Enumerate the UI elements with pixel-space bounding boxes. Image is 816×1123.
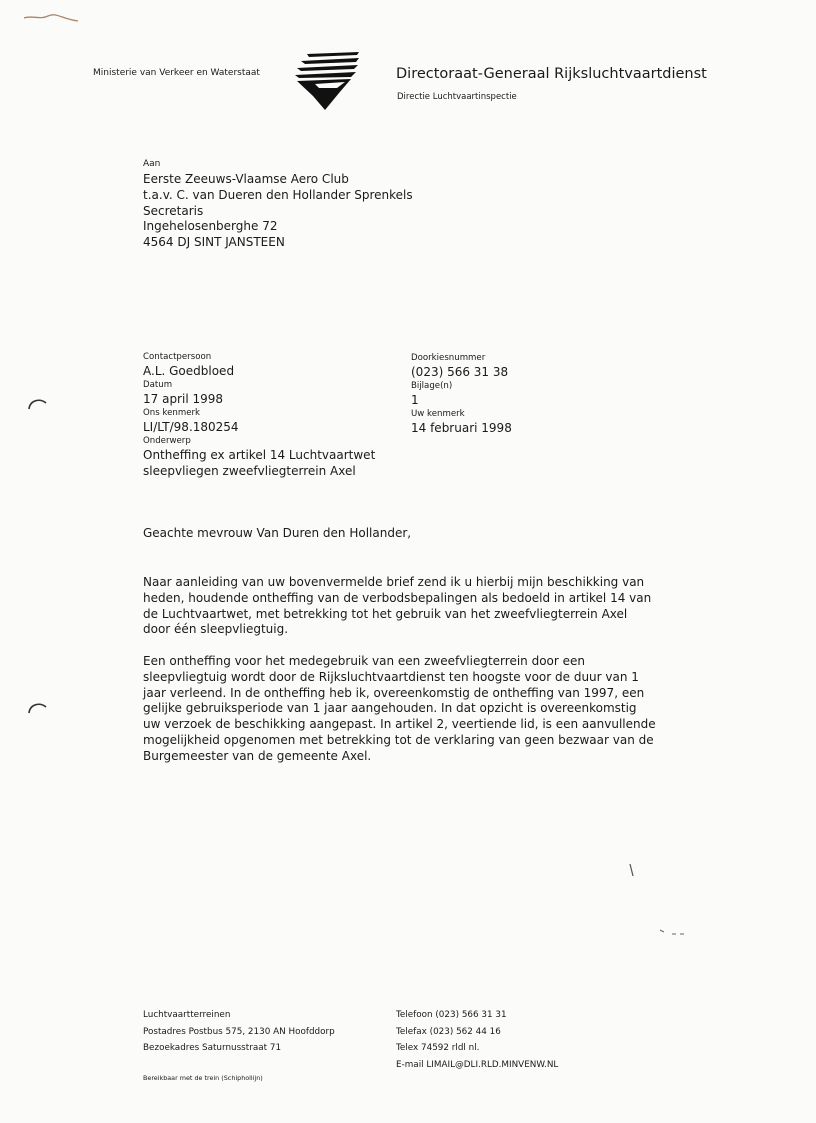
text-line: sleepvliegtuig wordt door de Rijksluchtvaartdienst ten hoogste voor de duur van 1	[143, 669, 639, 684]
paragraph-2	[143, 654, 663, 765]
footer-contact	[396, 1007, 558, 1073]
phone-label: Doorkiesnummer	[411, 353, 486, 363]
text-line: gelijke gebruiksperiode van 1 jaar aangehouden. In dat opzicht is overeenkomstig	[143, 701, 637, 716]
footer-line: Telefoon (023) 566 31 31	[396, 1010, 507, 1020]
phone-value: (023) 566 31 38	[411, 365, 509, 379]
text-line: jaar verleend. In de ontheffing heb ik, overeenkomstig de ontheffing van 1997, een	[143, 685, 645, 700]
pencil-scribble	[22, 10, 82, 24]
our-ref-value: LI/LT/98.180254	[143, 420, 239, 434]
meta-left-column	[143, 351, 375, 479]
recipient-line: t.a.v. C. van Dueren den Hollander Sprenkels	[143, 187, 413, 202]
scan-speck	[620, 860, 700, 950]
date-value: 17 april 1998	[143, 392, 224, 406]
your-ref-label: Uw kenmerk	[411, 409, 465, 419]
text-line: Naar aanleiding van uw bovenvermelde brief zend ik u hierbij mijn beschikking van	[143, 575, 645, 589]
footer-line: Bezoekadres Saturnusstraat 71	[143, 1043, 282, 1053]
our-ref-label: Ons kenmerk	[143, 408, 200, 418]
subject-line: Ontheffing ex artikel 14 Luchtvaartwet	[143, 448, 376, 462]
punch-hole-mark	[26, 700, 50, 716]
attachments-label: Bijlage(n)	[411, 381, 453, 391]
text-line: uw verzoek de beschikking aangepast. In artikel 2, veertiende lid, is een aanvullende	[143, 717, 656, 732]
text-line: Een ontheffing voor het medegebruik van een zweefvliegterrein door een	[143, 654, 586, 668]
text-line: door één sleepvliegtuig.	[143, 622, 289, 637]
footer-address	[143, 1007, 335, 1057]
recipient-label: Aan	[143, 159, 161, 169]
attachments-value: 1	[411, 393, 419, 407]
recipient-line: Secretaris	[143, 203, 204, 218]
punch-hole-mark	[26, 396, 50, 412]
org-subtitle: Directie Luchtvaartinspectie	[397, 92, 517, 102]
rld-logo-icon	[293, 50, 363, 112]
recipient-line: 4564 DJ SINT JANSTEEN	[143, 235, 285, 250]
text-line: heden, houdende ontheffing van de verbodsbepalingen als bedoeld in artikel 14 van	[143, 590, 652, 605]
contact-label: Contactpersoon	[143, 352, 212, 362]
contact-value: A.L. Goedbloed	[143, 364, 235, 378]
text-line: Burgemeester van de gemeente Axel.	[143, 748, 372, 763]
meta-right-column	[411, 352, 512, 436]
text-line: de Luchtvaartwet, met betrekking tot het gebruik van het zweefvliegterrein Axel	[143, 606, 628, 621]
footer-line: Telex 74592 rldl nl.	[396, 1043, 480, 1053]
ministry-name: Ministerie van Verkeer en Waterstaat	[93, 68, 260, 78]
salutation: Geachte mevrouw Van Duren den Hollander,	[143, 526, 412, 540]
text-line: mogelijkheid opgenomen met betrekking tot de verklaring van geen bezwaar van de	[143, 732, 654, 747]
footer-line: Luchtvaartterreinen	[143, 1010, 231, 1020]
date-label: Datum	[143, 380, 173, 390]
org-title: Directoraat-Generaal Rijksluchtvaartdienst	[396, 66, 707, 82]
recipient-block	[143, 158, 413, 251]
footer-line: E-mail LIMAIL@DLI.RLD.MINVENW.NL	[396, 1059, 559, 1070]
footer-line: Postadres Postbus 575, 2130 AN Hoofddorp	[143, 1026, 335, 1037]
recipient-line: Ingehelosenberghe 72	[143, 219, 278, 234]
paragraph-1	[143, 575, 663, 638]
recipient-line: Eerste Zeeuws-Vlaamse Aero Club	[143, 172, 349, 186]
footer-note: Bereikbaar met de trein (Schiphollijn)	[143, 1074, 263, 1082]
footer-line: Telefax (023) 562 44 16	[396, 1026, 501, 1037]
subject-line: sleepvliegen zweefvliegterrein Axel	[143, 464, 356, 478]
your-ref-value: 14 februari 1998	[411, 421, 512, 435]
subject-label: Onderwerp	[143, 436, 191, 446]
